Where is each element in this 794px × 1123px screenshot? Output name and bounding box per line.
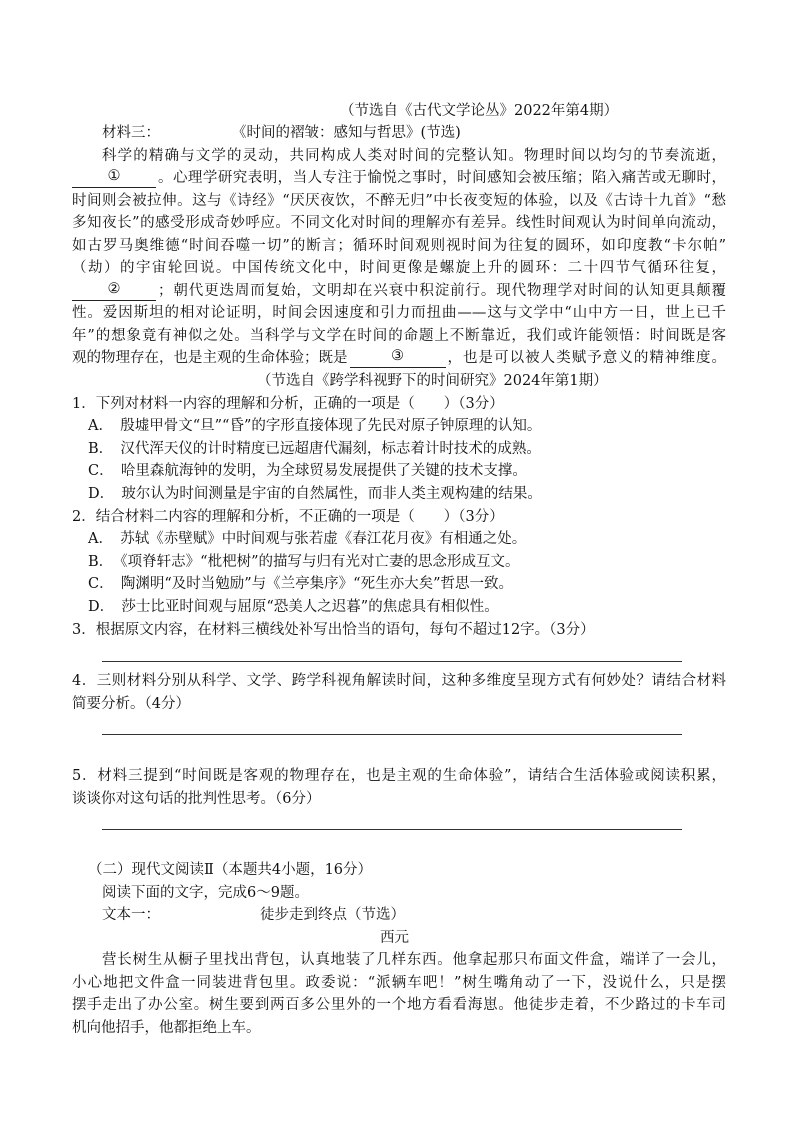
question-4-cont: 简要分析。（4分） — [72, 696, 190, 712]
question-2: 2．结合材料二内容的理解和分析，不正确的一项是（ ）（3分） — [72, 509, 504, 525]
material3-paragraph-line: 如古罗马奥维德“时间吞噬一切”的断言；循环时间观则视时间为往复的圆环，如印度教“卡尔帕” — [72, 238, 726, 254]
question-4: 4．三则材料分别从科学、文学、跨学科视角解读时间，这种多维度呈现方式有何妙处？请结合材料 — [72, 673, 726, 689]
material3-source: （节选自《跨学科视野下的时间研究》2024年第1期） — [257, 373, 608, 389]
material3-text: 观的物理存在，也是主观的生命体验；既是 — [72, 350, 348, 366]
question-2-option-b: B． 《项脊轩志》“枇杷树”的描写与归有光对亡妻的思念形成互文。 — [88, 554, 520, 570]
material3-title: 《时间的褶皱：感知与哲思》(节选) — [232, 125, 461, 141]
material3-paragraph-line — [72, 348, 726, 368]
text1-paragraph-line: 小心地把文件盒一同装进背包里。政委说：“派辆车吧！”树生嘴角动了一下，没说什么，只是摆 — [72, 975, 726, 991]
question-3: 3．根据原文内容，在材料三横线处补写出恰当的语句，每句不超过12字。（3分） — [72, 622, 595, 638]
question-1-option-a: A． 殷墟甲骨文“旦”“昏”的字形直接体现了先民对原子钟原理的认知。 — [88, 418, 542, 434]
answer-line-q5[interactable] — [102, 829, 682, 830]
answer-line-q4[interactable] — [102, 734, 682, 735]
material3-paragraph-line — [72, 281, 726, 301]
material3-text: ；朝代更迭周而复始，文明却在兴衰中积淀前行。现代物理学对时间的认知更具颠覆 — [158, 283, 726, 299]
blank-3: ③ — [350, 348, 446, 368]
material3-paragraph-line — [72, 168, 726, 188]
question-1-option-b: B． 汉代浑天仪的计时精度已远超唐代漏刻，标志着计时技术的成熟。 — [88, 441, 541, 457]
question-2-option-a: A． 苏轼《赤壁赋》中时间观与张若虚《春江花月夜》有相通之处。 — [88, 531, 527, 547]
material3-paragraph-line: 科学的精确与文学的灵动，共同构成人类对时间的完整认知。物理时间以均匀的节奏流逝， — [102, 148, 726, 164]
blank-2: ② — [72, 281, 156, 301]
text1-author: 西元 — [380, 930, 409, 946]
question-1: 1．下列对材料一内容的理解和分析，正确的一项是（ ）（3分） — [72, 396, 504, 412]
material3-paragraph-line: 性。爱因斯坦的相对论证明，时间会因速度和引力而扭曲——这与文学中“山中方一日，世上已千 — [72, 305, 726, 321]
question-2-option-c: C． 陶渊明“及时当勉励”与《兰亭集序》“死生亦大矣”哲思一致。 — [88, 576, 513, 592]
section-2-heading: （二）现代文阅读Ⅱ（本题共4小题，16分） — [88, 862, 373, 878]
question-5: 5．材料三提到“时间既是客观的物理存在，也是主观的生命体验”，请结合生活体验或阅读积累， — [72, 768, 726, 784]
material3-paragraph-line: 多知夜长”的感受形成奇妙呼应。不同文化对时间的理解亦有差异。线性时间观认为时间单向流动， — [72, 215, 726, 231]
material2-source: （节选自《古代文学论丛》2022年第4期） — [340, 103, 619, 119]
blank-1: ① — [72, 168, 156, 188]
material3-paragraph-line: 时间则会被拉伸。这与《诗经》“厌厌夜饮，不醉无归”中长夜变短的体验，以及《古诗十九首》“愁 — [72, 193, 726, 209]
question-5-cont: 谈谈你对这句话的批判性思考。（6分） — [72, 791, 321, 807]
material3-paragraph-line: （劫）的宇宙轮回说。中国传统文化中，时间更像是螺旋上升的圆环：二十四节气循环往复， — [72, 260, 726, 276]
text1-paragraph-line: 机向他招手，他都拒绝上车。 — [72, 1020, 261, 1036]
text1-title: 徒步走到终点（节选） — [260, 907, 405, 923]
question-1-option-c: C． 哈里森航海钟的发明，为全球贸易发展提供了关键的技术支撑。 — [88, 463, 527, 479]
question-2-option-d: D． 莎士比亚时间观与屈原“恐美人之迟暮”的焦虑具有相似性。 — [88, 599, 499, 615]
material3-text: 。心理学研究表明，当人专注于愉悦之事时，时间感知会被压缩；陷入痛苦或无聊时， — [158, 170, 726, 186]
material3-label: 材料三： — [102, 125, 160, 141]
question-1-option-d: D． 玻尔认为时间测量是宇宙的自然属性，而非人类主观构建的结果。 — [88, 486, 542, 502]
material3-text: ，也是可以被人类赋予意义的精神维度。 — [447, 350, 726, 366]
section-2-instruction: 阅读下面的文字，完成6～9题。 — [102, 885, 309, 901]
text1-paragraph-line: 摆手走出了办公室。树生要到两百多公里外的一个地方看看海崽。他徒步走着，不少路过的卡车司 — [72, 997, 726, 1013]
material3-paragraph-line: 年”的想象竟有神似之处。当科学与文学在时间的命题上不断靠近，我们或许能领悟：时间既是客 — [72, 328, 726, 344]
text1-label: 文本一： — [102, 907, 160, 923]
answer-line-q3[interactable] — [102, 661, 682, 662]
text1-paragraph-line: 营长树生从橱子里找出背包，认真地装了几样东西。他拿起那只布面文件盒，端详了一会儿， — [102, 952, 726, 968]
